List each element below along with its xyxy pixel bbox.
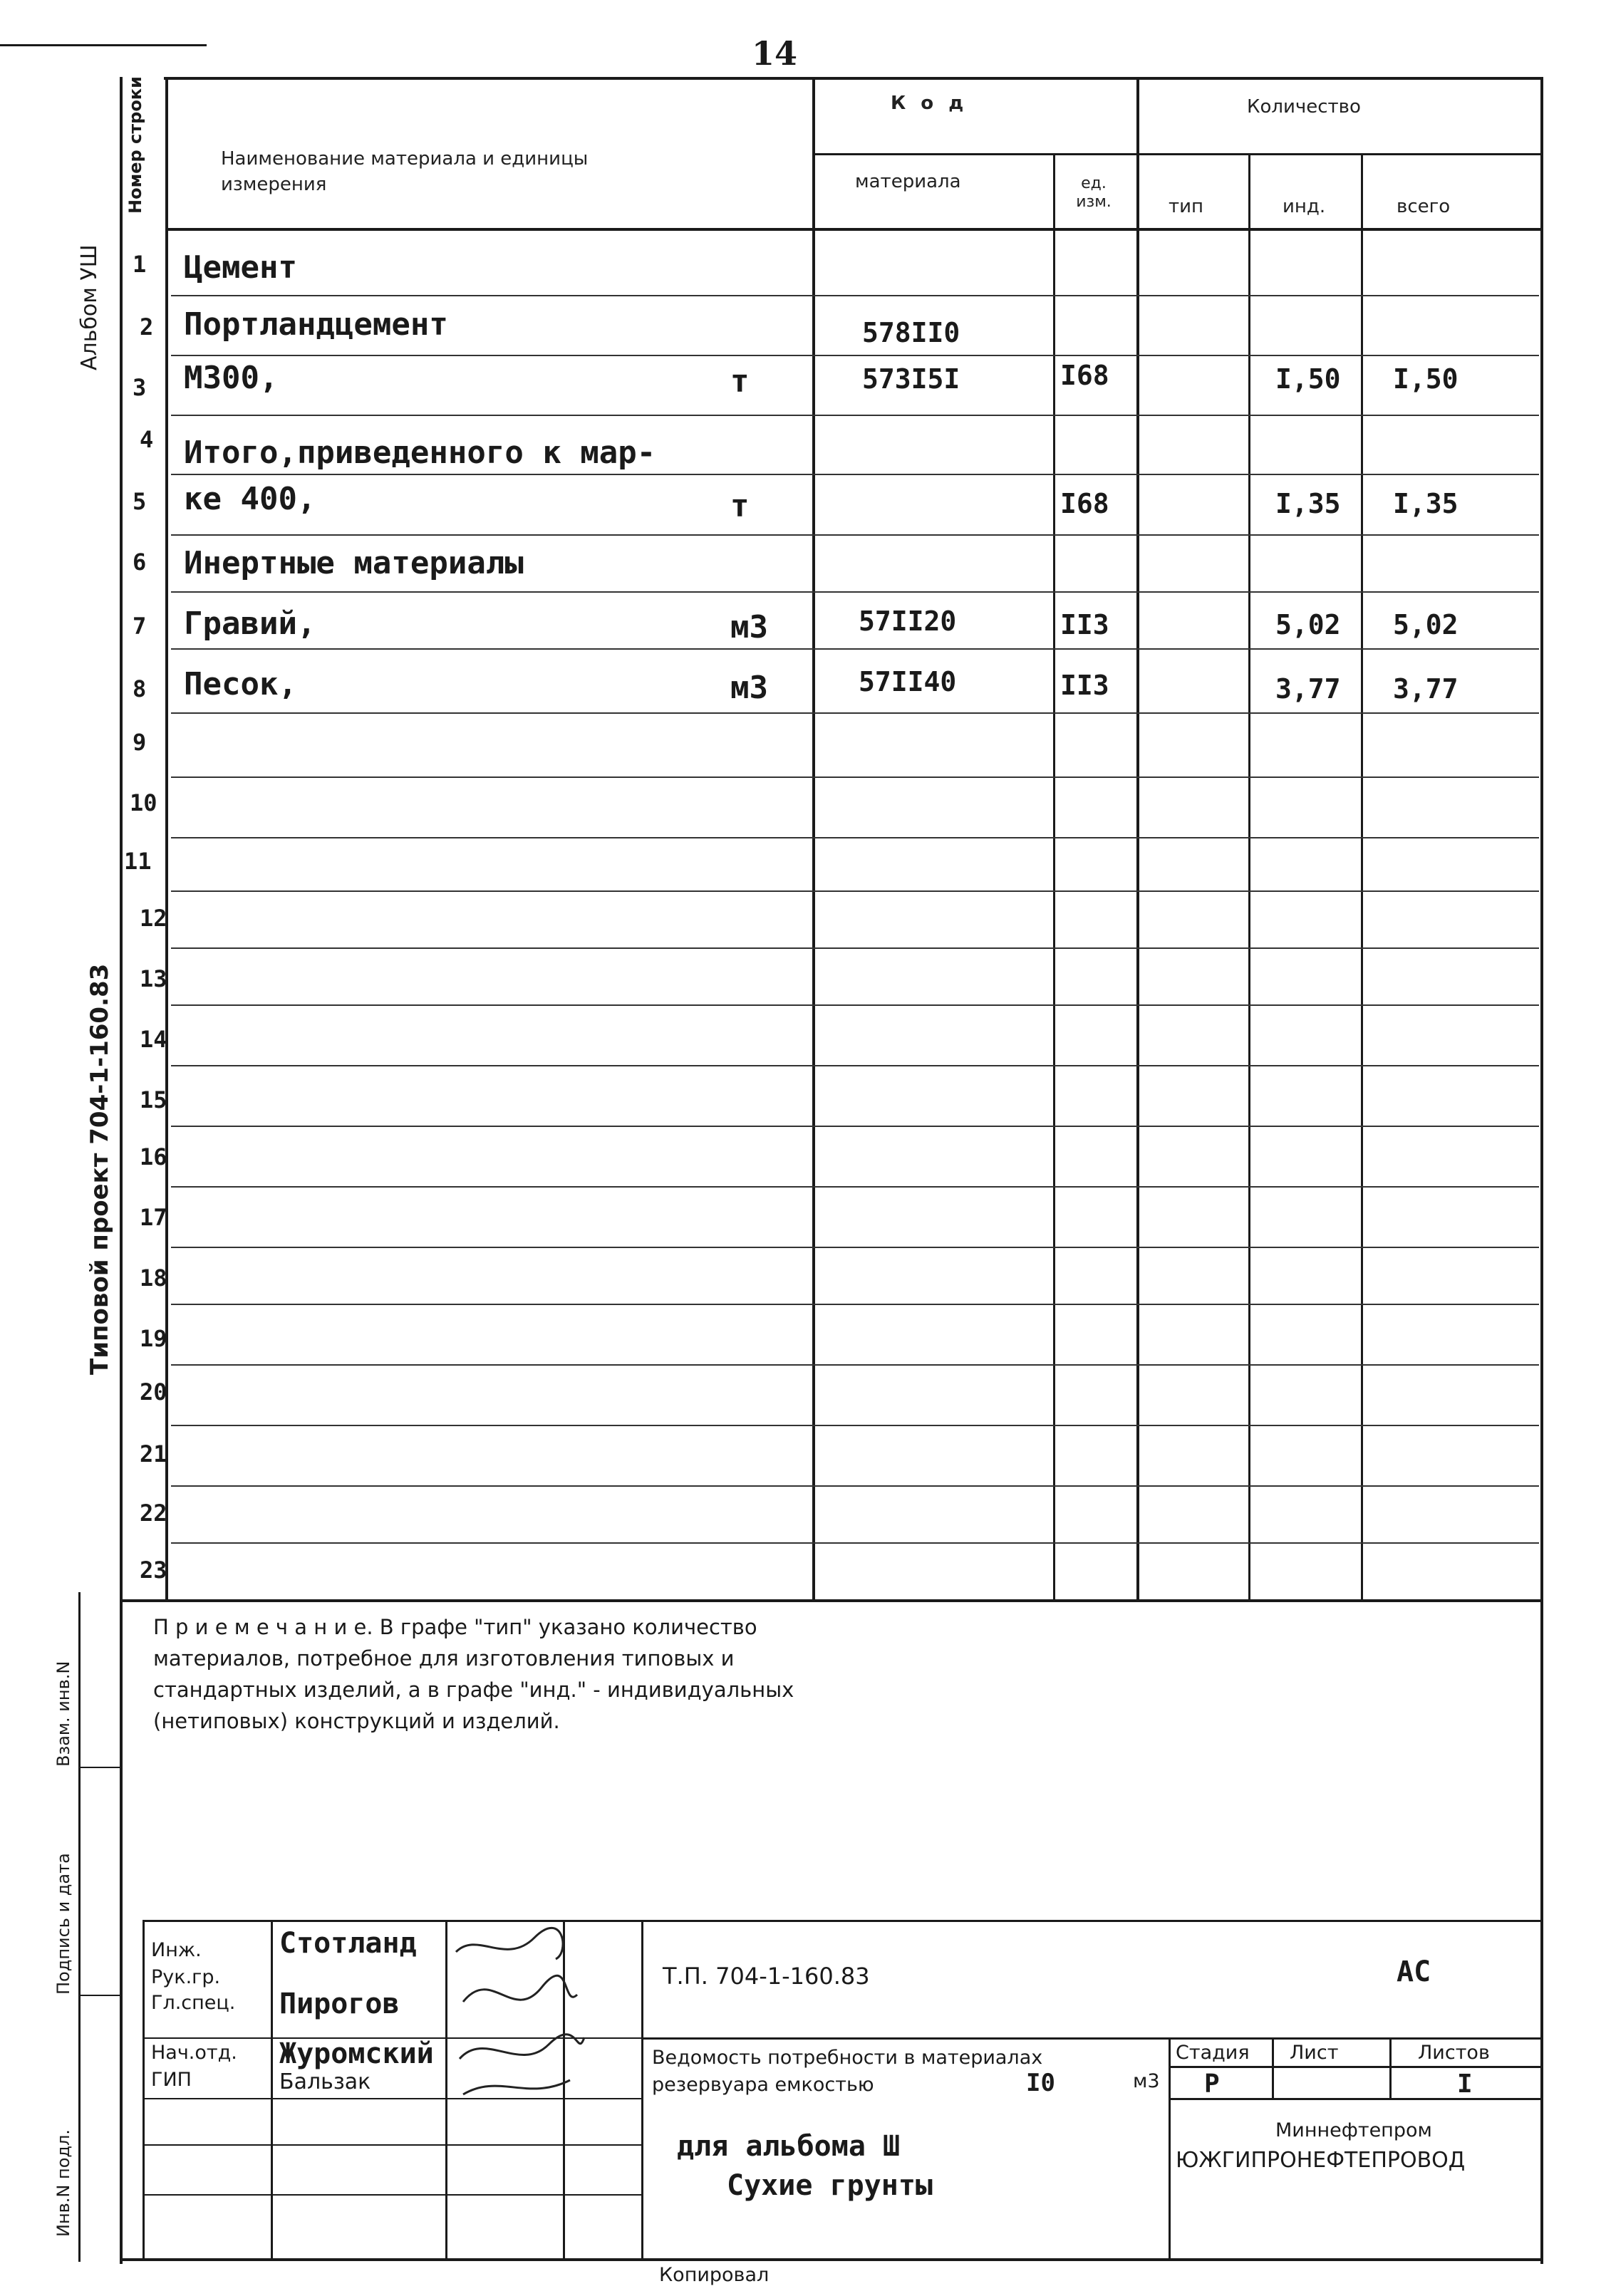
row-line xyxy=(171,648,1539,650)
row-line xyxy=(171,534,1539,536)
side-label-3: Инв.N подл. xyxy=(53,2129,73,2237)
row-line xyxy=(171,1126,1539,1127)
doc-subtitle: Сухие грунты xyxy=(727,2169,933,2202)
material-name: Портландцемент xyxy=(184,306,448,343)
row-number: 12 xyxy=(140,905,167,932)
material-code: 573I5I xyxy=(862,363,960,395)
code-unit-header: ед. изм. xyxy=(1076,175,1112,211)
row-number: 8 xyxy=(133,675,147,702)
qty-ind: I,35 xyxy=(1275,488,1341,519)
row-number: 23 xyxy=(140,1557,167,1584)
role-label: Гл.спец. xyxy=(151,1992,236,2014)
row-number: 13 xyxy=(140,965,167,992)
unit-code: I68 xyxy=(1060,488,1109,519)
material-name: Инертные материалы xyxy=(184,545,524,581)
material-code: 57II20 xyxy=(859,606,957,637)
row-number: 17 xyxy=(140,1204,167,1231)
role-label: Нач.отд. xyxy=(151,2042,237,2064)
row-number: 7 xyxy=(133,613,147,640)
sheets-value: I xyxy=(1457,2069,1473,2099)
row-number: 1 xyxy=(133,251,147,278)
row-number: 19 xyxy=(140,1325,167,1352)
row-line xyxy=(171,776,1539,778)
stamp-col xyxy=(271,1920,273,2258)
qty-ind-header: инд. xyxy=(1283,196,1326,217)
row-number: 4 xyxy=(140,426,154,453)
project-label: Типовой проект 704-1-160.83 xyxy=(86,963,114,1375)
row-line xyxy=(171,1364,1539,1366)
row-number: 20 xyxy=(140,1378,167,1406)
album-line: для альбома Ш xyxy=(677,2130,901,2163)
col-row-no xyxy=(165,77,168,1601)
stamp-row xyxy=(641,2037,1542,2040)
qty-total: I,35 xyxy=(1393,488,1459,519)
row-number: 21 xyxy=(140,1440,167,1468)
qty-total: 5,02 xyxy=(1393,609,1459,640)
row-line xyxy=(171,1247,1539,1248)
signatures xyxy=(449,1923,591,2109)
row-number: 6 xyxy=(133,549,147,576)
col-total xyxy=(1361,153,1363,1601)
top-rule xyxy=(0,44,207,46)
side-row xyxy=(78,1995,121,1996)
row-number: 11 xyxy=(124,848,152,875)
qty-type-header: тип xyxy=(1169,196,1204,217)
stamp-col xyxy=(1389,2037,1392,2098)
stamp-col xyxy=(143,1920,145,2258)
material-code: 57II40 xyxy=(859,666,957,697)
qty-ind: 5,02 xyxy=(1275,609,1341,640)
side-label-2: Подпись и дата xyxy=(53,1853,73,1995)
stamp-col xyxy=(1272,2037,1274,2098)
row-line xyxy=(171,474,1539,475)
row-line xyxy=(171,837,1539,838)
role-label: Инж. xyxy=(151,1939,202,1961)
name-engineer: Стотланд xyxy=(279,1927,417,1960)
stamp-top xyxy=(143,1920,1542,1922)
row-no-header: Номер строки xyxy=(125,76,145,214)
sheet-label: Лист xyxy=(1290,2042,1339,2064)
row-line xyxy=(171,1304,1539,1305)
note-text: П р и е м е ч а н и е. В графе "тип" указано количество материалов, потребное для изготовления типовых и стандартных изделий, а в графе "инд." - индивидуальных (нетиповых) конструкций и изделий. xyxy=(153,1615,794,1733)
table-bottom xyxy=(120,1599,1542,1602)
row-line xyxy=(171,1065,1539,1066)
row-number: 9 xyxy=(133,729,147,756)
stamp-row xyxy=(1169,2066,1542,2068)
col-ind xyxy=(1248,153,1250,1601)
name-gip: Бальзак xyxy=(279,2069,371,2094)
side-label-1: Взам. инв.N xyxy=(53,1661,73,1767)
row-number: 5 xyxy=(133,488,147,515)
page-number: 14 xyxy=(752,34,798,73)
row-line xyxy=(171,355,1539,356)
row-number: 16 xyxy=(140,1143,167,1170)
col-code xyxy=(812,77,815,1601)
role-label: ГИП xyxy=(151,2069,192,2091)
name-dept-head: Журомский xyxy=(279,2037,434,2070)
row-line xyxy=(171,1004,1539,1006)
row-line xyxy=(171,1425,1539,1426)
stage-label: Стадия xyxy=(1176,2042,1250,2064)
qty-header: Количество xyxy=(1247,96,1361,118)
unit-code: II3 xyxy=(1060,670,1109,701)
qty-total: I,50 xyxy=(1393,363,1459,395)
stage-value: Р xyxy=(1204,2069,1220,2099)
material-name: Песок, xyxy=(184,666,297,702)
name-header: Наименование материала и единицы измерения xyxy=(221,148,589,195)
row-number: 18 xyxy=(140,1264,167,1292)
unit-code: I68 xyxy=(1060,360,1109,391)
material-code: 578II0 xyxy=(862,317,960,348)
col-type xyxy=(1136,77,1139,1601)
qty-total: 3,77 xyxy=(1393,673,1459,705)
material-name: М300, xyxy=(184,360,279,396)
frame-top xyxy=(164,77,1542,80)
qty-ind: 3,77 xyxy=(1275,673,1341,705)
header-split xyxy=(812,153,1542,155)
stamp-col xyxy=(1169,2037,1171,2258)
role-label: Рук.гр. xyxy=(151,1966,221,1988)
row-line xyxy=(171,890,1539,892)
doc-title: Ведомость потребности в материалах резервуара емкостью xyxy=(652,2047,1043,2096)
code-material-header: материала xyxy=(855,171,961,192)
ministry: Миннефтепром xyxy=(1275,2119,1432,2141)
stamp-col xyxy=(445,1920,447,2258)
row-number: 2 xyxy=(140,313,154,341)
header-bottom xyxy=(165,228,1542,231)
sheets-label: Листов xyxy=(1418,2042,1490,2064)
stamp-col xyxy=(641,1920,643,2258)
material-unit: м3 xyxy=(730,670,768,706)
stamp-row xyxy=(143,2194,641,2196)
qty-ind: I,50 xyxy=(1275,363,1341,395)
material-unit: т xyxy=(730,363,750,400)
side-row xyxy=(78,1767,121,1768)
frame-right xyxy=(1540,77,1543,2264)
row-number: 10 xyxy=(130,789,157,816)
drawing-mark: АС xyxy=(1397,1955,1431,1988)
side-col xyxy=(78,1592,81,2262)
frame-bottom xyxy=(120,2258,1542,2261)
material-name: Гравий, xyxy=(184,606,316,642)
copied-label: Копировал xyxy=(659,2264,770,2286)
name-group-lead: Пирогов xyxy=(279,1988,400,2020)
material-unit: т xyxy=(730,488,750,524)
row-line xyxy=(171,1542,1539,1544)
row-number: 15 xyxy=(140,1086,167,1113)
capacity-unit: м3 xyxy=(1133,2070,1160,2092)
organization: ЮЖГИПРОНЕФТЕПРОВОД xyxy=(1176,2148,1466,2173)
project-code: Т.П. 704-1-160.83 xyxy=(663,1963,870,1990)
material-name: Итого,приведенного к мар- xyxy=(184,435,656,471)
row-line xyxy=(171,712,1539,714)
unit-code: II3 xyxy=(1060,609,1109,640)
capacity-value: I0 xyxy=(1026,2069,1055,2097)
col-unit xyxy=(1053,153,1055,1601)
album-label: Альбом УШ xyxy=(77,244,102,370)
qty-total-header: всего xyxy=(1397,196,1451,217)
row-line xyxy=(171,1485,1539,1487)
row-number: 3 xyxy=(133,374,147,401)
row-line xyxy=(171,947,1539,949)
row-line xyxy=(171,295,1539,296)
row-line xyxy=(171,415,1539,416)
row-line xyxy=(171,1186,1539,1188)
row-number: 14 xyxy=(140,1026,167,1053)
material-name: Цемент xyxy=(184,249,297,286)
material-unit: м3 xyxy=(730,609,768,645)
stamp-row xyxy=(143,2144,641,2146)
row-number: 22 xyxy=(140,1500,167,1527)
code-header: К о д xyxy=(891,93,968,114)
stamp-row xyxy=(1169,2098,1542,2100)
material-name: ке 400, xyxy=(184,481,316,517)
frame-left xyxy=(120,77,123,2264)
row-line xyxy=(171,591,1539,593)
